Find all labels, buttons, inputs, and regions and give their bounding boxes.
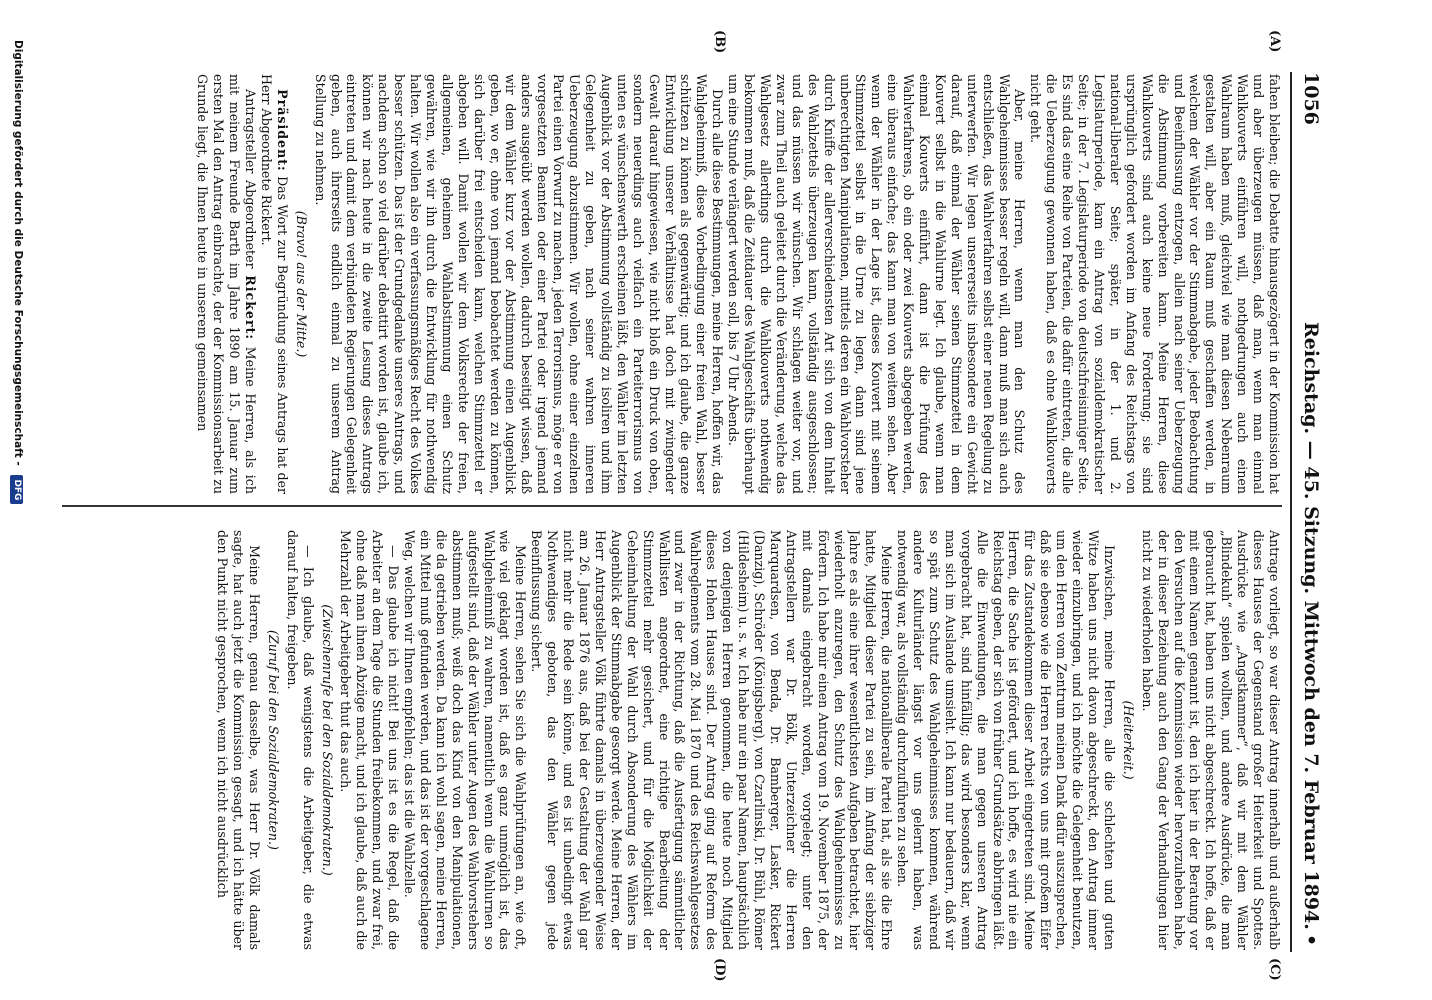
footer-text: Digitalisierung gefördert durch die Deutsche Forschungsgemeinschaft - xyxy=(12,40,24,466)
right-paragraph-5: — Das glaube ich nicht! Bei uns ist es die Regel, daß die Arbeiter an dem Tage die Stunden freibekommen, und zwar frei, ohne daß man ihnen Abzüge macht, und ich glaube, daß auch die Mehrzahl der Arbeitgeber thut das auch. xyxy=(338,530,402,950)
left-column xyxy=(62,74,1282,494)
right-column xyxy=(62,530,1282,950)
right-paragraph-7: Meine Herren, genau dasselbe, was Herr Dr. Völk damals sagte, hat auch jetzt die Kommission gesagt, und ich hätte über den Punkt nicht gesprochen, wenn ich nicht ausdrücklich xyxy=(215,530,262,950)
left-paragraph-3: Durch alle diese Bestimmungen, meine Herren, hoffen wir, das Wahlgeheimniß, diese Vorbedingung einer freien Wahl, besser schützen zu können als gegenwärtig; und ich glaube, die ganze Entwicklung unserer Verhältnisse hat doch mit zwingender Gewalt darauf hingewiesen, wie nicht bloß ein Druck von oben, sondern neuerdings auch vielfach ein Parteiterrorismus von unten es wünschenswerth erscheinen läßt, den Wähler im letzten Augenblick vor der Abstimmung vollständig zu isoliren und ihm Gelegenheit zu geben, nach seiner wahren inneren Ueberzeugung abzustimmen. Wir wollen, ohne einer einzelnen Partei einen Vorwurf zu machen, jeden Terrorismus, möge er von vorgesetzten Beamten oder einer Partei oder irgend jemand anders ausgeübt werden wollen, dadurch beseitigt wissen, daß wir dem Wähler kurz vor der Abstimmung einen Augenblick geben, wo er, ohne von jemand beobachtet werden zu können, sich darüber frei entscheiden kann, welchen Stimmzettel er abgeben will. Damit wollen wir dem Volksrechte der freien, allgemeinen, geheimen Wahlabstimmung einen Schutz gewähren, wie wir ihn durch die Entwicklung für nothwendig halten. Wir wollen also ein verfassungsmäßiges Recht des Volkes besser schützen. Das ist der Grundgedanke unseres Antrags, und nachdem schon so viel darüber debattirt worden ist, glaube ich, können wir nach heute in die zweite Lesung dieses Antrags eintreten und damit dem verbündeten Regierungen Gelegenheit geben, auch ihrerseits endlich einmal zu unserem Antrag Stellung zu nehmen. xyxy=(312,74,726,494)
running-title: Reichstag. — 45. Sitzung. Mittwoch den 7. Februar 1894. xyxy=(1300,322,1322,930)
stage-direction: (Zuruf bei den Sozialdemokraten.) xyxy=(265,630,281,850)
left-paragraph-1: fahen bleiben; die Debatte hinausgezögert in der Kommission hat und aber überzeugen müssen, daß man, wenn man einmal Wahlkouverts einführen will, nothgedrungen auch einen Wahlraum haben muß, gleichviel wie man diesen Nebenraum gestalten will, aber ein Raum muß geschaffen werden, in welchem der Wähler vor der Stimmabgabe, jeder Beobachtung und Beeinflussung entzogen, allein nach seiner Ueberzeugung die Abstimmung vorbereiten kann. Meine Herren, diese Wahlkouverts sind auch keine neue Forderung; sie sind ursprünglich gefordert worden im Anfang des Reichstags von national-liberaler Seite; später, in der 1. und 2. Legislaturperiode, kam ein Antrag von sozialdemokratischer Seite; in der 7. Legislaturperiode von deutschfreisinniger Seite. Es sind das eine Reihe von Parteien, die dafür eintreten, die alle die Ueberzeugung gewonnen haben, daß es ohne Wahlkouverts nicht geht. xyxy=(1028,74,1282,494)
page-number: 1056 xyxy=(1300,72,1322,125)
right-paragraph-1: Antrage vorliegt, so war dieser Antrag innerhalb und außerhalb dieses Hauses der Gegenstand großer Heiterkeit und Spottes. Ausdrücke wie „Angstkammer“, daß wir mit dem Wähler „Blindekuh“ spielen wollten, und andere Ausdrücke, die man gebraucht hat, haben uns nicht abgeschreckt. Ich hoffe, daß er mit einem Namen genannt ist, den ich hier in der Beratung vor den Versuchen auf die Kommission wieder hervorzuheben habe, der in dieser Beziehung auch den Gang der Verhandlungen hier nicht zu wiederholen haben. xyxy=(1139,530,1282,950)
stage-direction: (Bravo! aus der Mitte.) xyxy=(293,210,309,358)
margin-mark-a: (A) xyxy=(1267,30,1282,53)
margin-mark-b: (B) xyxy=(712,30,727,54)
margin-mark-d: (D) xyxy=(712,958,727,982)
margin-mark-c: (C) xyxy=(1267,958,1282,981)
left-paragraph-4 xyxy=(258,74,290,494)
speaker-name: Präsident: xyxy=(274,89,290,172)
right-paragraph-3: Meine Herren, die nationalliberale Partei hat, als sie die Ehre hatte, Mitglied dieser Partei zu sein, im Anfang der siebziger Jahre es als eine ihrer wesentlichsten Aufgaben betrachtet, hier wiederholt anzuregen, den Schutz des Wahlgeheimnisses zu fördern. Ich habe mir einen Antrag vom 19. November 1875, der mit damals eingebracht worden, vorgelegt; unter den Antragstellern war Dr. Bölk, Unterzeichner die Herren Marquardsen, von Benda, Dr. Bamberger, Lasker, Rickert (Danzig), Schröder (Königsberg), von Czarlinski, Dr. Bühl, Römer (Hildesheim) u. s. w. Ich habe nur ein paar Namen, hauptsächlich von denjenigen Herren genommen, die heute noch Mitglied dieses Hohen Hauses sind. Der Antrag ging auf Reform des Wahlreglements vom 28. Mai 1870 und des Reichswahlgesetzes und zwar in der Richtung, daß die Ausfertigung sämmtlicher Wahllisten angeordnet, eine richtige Bearbeitung der Stimmzettel mehr gesichert, und für die Möglichkeit der Geheimhaltung der Wahl durch Absonderung des Wählers im Augenblick der Stimmabgabe gesorgt werde. Meine Herren, der Herr Antragsteller Völk führte damals in überzeugender Weise am 26. Januar 1876 aus, daß bei der Gestaltung der Wahl gar nicht mehr die Rede sein könne, und es ist unbedingt etwas Nothwendiges geboten, das den Wähler gegen jede Beeinflussung sichert. xyxy=(529,530,895,950)
stage-direction: (Heiterkeit.) xyxy=(1120,700,1136,780)
running-header xyxy=(1294,72,1322,952)
speech-text: Das Wort zur Begründung seines Antrags hat der Herr Abgeordnete Rickert. xyxy=(258,74,290,494)
left-paragraph-5 xyxy=(194,74,258,494)
speech-text: Meine Herren, als ich mit meinem Freunde Barth im Jahre 1890 am 15. Januar zum ersten Mal den Antrag einbrachte, der der Kommissionsarbeit zu Grunde liegt, die Ihnen heute in unserem gemeinsamen xyxy=(195,74,258,494)
dfg-logo: DFG xyxy=(10,475,23,504)
header-rule xyxy=(1290,72,1292,952)
speaker-intro: Antragsteller Abgeordneter xyxy=(243,89,258,269)
header-dot: • xyxy=(1300,934,1322,947)
right-paragraph-4: Meine Herren, sehen Sie sich die Wahlprüfungen an, wie oft, wie viel geklagt worden ist, daß es ganz unmöglich ist, das Wahlgeheimniß zu wahren, namentlich wenn die Wahlurnen so aufgestellt sind, daß der Wähler unter Augen des Wahlvorstehers abstimmen muß; weiß doch das Kind von den Manipulationen, die da getrieben werden. Da kann ich wohl sagen, meine Herren, ein Mittel muß gefunden werden, und das ist der vorgeschlagene Weg, welchen wir Ihnen empfehlen; das ist die Wahlzelle. xyxy=(402,530,529,950)
right-paragraph-2: Inzwischen, meine Herren, alle die schlechten und guten Witze haben uns nicht davon abgeschreckt, den Antrag immer wieder einzubringen, und ich möchte die Gelegenheit benutzen, um den Herren vom Zentrum meinen Dank dafür auszusprechen, daß sie ebenso wie die Herren rechts von uns mit großem Eifer für das Zustandekommen dieser Arbeit eingetreten sind. Meine Herren, die Sache ist gefördert, und ich hoffe, es wird nie ein Reichstag geben, der sich von früher Grundsätze abbringen läßt. Alle die Einwendungen, die man gegen unseren Antrag vorgebracht hat, sind hinfällig; das wird besonders klar, wenn man sich im Auslande umsieht. Ich kann nur bedauern, daß wir so spät zum Schutz des Wahlgeheimnisses kommen, während andere Kulturländer längst vor uns gelernt haben, was notwendig war, als vollständig durchzuführen zu sehen. xyxy=(895,530,1117,950)
right-paragraph-6: — Ich glaube, daß wenigstens die Arbeitgeber, die etwas darauf halten, freigeben. xyxy=(284,530,316,950)
speaker-name: Rickert: xyxy=(243,275,258,341)
left-paragraph-2: Aber, meine Herren, wenn man den Schutz des Wahlgeheimnisses besser regeln will, dann muß man sich auch entschließen, das Wahlverfahren selbst einer neuen Regelung zu unterwerfen. Wir legen unsererseits insbesondere ein Gewicht darauf, daß einmal der Wähler seinen Stimmzettel in dem Kouvert selbst in die Wahlurne legt. Ich glaube, wenn man einmal Kouverts einführt, dann ist die Prüfung des Wahlverfahrens, ob ein oder zwei Kouverts abgegeben werden, eine überaus einfache; das kann man von weitem sehen. Aber wenn der Wähler in der Lage ist, dieses Kouvert mit seinem Stimmzettel selbst in die Urne zu legen, dann sind jene unberechtigten Manipulationen, mittels deren ein Wahlvorsteher durch Kniffe der allerverschiedensten Art sich von dem Inhalt des Wahlzettels überzeugen kann, vollständig ausgeschlossen; und das müssen wir wünschen. Wir schlagen weiter vor, und zwar zum Theil auch geleitet durch die Veränderung, welche das Wahlgesetz allerdings durch die Wahlkouverts nothwendig bekommen muß, daß die Zeitdauer des Wahlgeschäfts überhaupt um eine Stunde verlängert werden soll, bis 7 Uhr Abends. xyxy=(726,74,1028,494)
digitization-footer xyxy=(4,40,24,980)
column-divider xyxy=(62,505,1282,507)
stage-direction: (Zwischenrufe bei den Sozialdemokraten.) xyxy=(319,604,335,876)
